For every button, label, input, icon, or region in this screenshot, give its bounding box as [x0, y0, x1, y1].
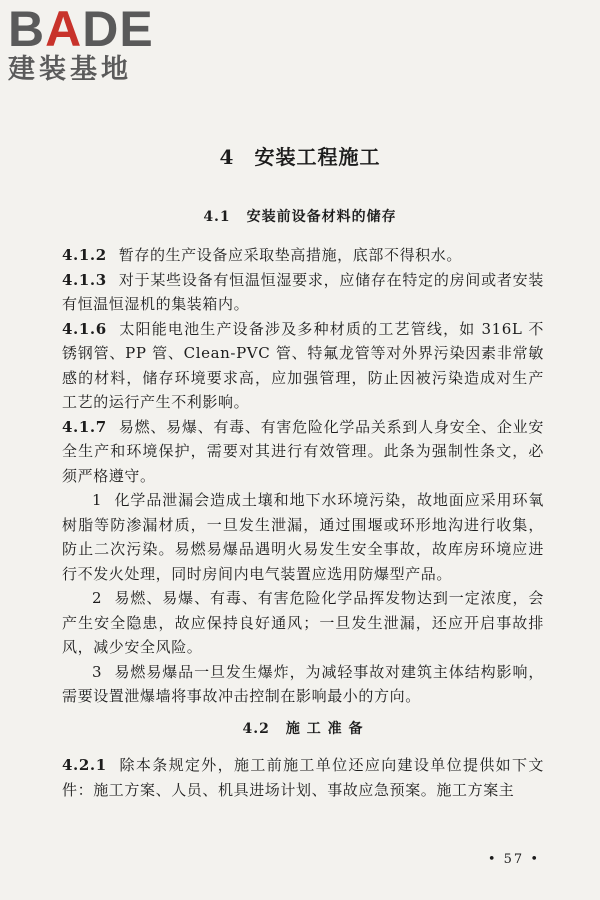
clause-4-1-3: [62, 268, 544, 317]
clause-4-1-2: [62, 243, 544, 268]
clause-number: 4.2.1: [62, 756, 107, 774]
section-number: 4.2: [242, 720, 270, 737]
item-number: 1: [92, 491, 103, 509]
section-number: 4.1: [203, 209, 231, 225]
item-text: 易燃、易爆、有毒、有害危险化学品挥发物达到一定浓度，会产生安全隐患，故应保持良好通风；一旦发生泄漏，还应开启事故排风，减少安全风险。: [62, 589, 544, 656]
item-text: 化学品泄漏会造成土壤和地下水环境污染，故地面应采用环氧树脂等防渗漏材质，一旦发生泄漏，通过围堰或环形地沟进行收集，防止二次污染。易燃易爆品遇明火易发生安全事故，故库房环境应进行不发火处理，同时房间内电气装置应选用防爆型产品。: [62, 491, 544, 583]
clause-text: 易燃、易爆、有毒、有害危险化学品关系到人身安全、企业安全生产和环境保护，需要对其进行有效管理。此条为强制性条文，必须严格遵守。: [62, 417, 544, 485]
logo-subtitle: 建装基地: [8, 54, 132, 85]
section-title: 施 工 准 备: [285, 720, 364, 737]
list-item: [62, 488, 544, 586]
clause-text: 暂存的生产设备应采取垫高措施，底部不得积水。: [118, 246, 462, 264]
section-heading-4-1: [0, 206, 600, 226]
item-number: 3: [92, 662, 103, 681]
item-number: 2: [92, 589, 103, 607]
chapter-title: 安装工程施工: [254, 145, 381, 169]
page-number: • 57 •: [487, 852, 540, 867]
clause-number: 4.1.2: [62, 246, 107, 264]
clause-text: 太阳能电池生产设备涉及多种材质的工艺管线，如 316L 不锈钢管、PP 管、Clean-PVC 管、特氟龙管等对外界污染因素非常敏感的材料，储存环境要求高，应加强管理，防止因被污染造成对生产工艺的运行产生不利影响。: [62, 319, 544, 411]
clause-number: 4.1.3: [62, 270, 107, 289]
clause-4-1-6: [62, 317, 544, 415]
clause-text: 除本条规定外，施工前施工单位还应向建设单位提供如下文件：施工方案、人员、机具进场计划、事故应急预案。施工方案主: [62, 756, 544, 799]
clause-number: 4.1.6: [62, 319, 107, 338]
section-heading-4-2: [62, 717, 544, 742]
brand-logo: [8, 1, 178, 86]
clause-number: 4.1.7: [62, 417, 107, 436]
clause-text: 对于某些设备有恒温恒湿要求，应储存在特定的房间或者安装有恒温恒湿机的集装箱内。: [62, 270, 544, 313]
chapter-heading: [0, 141, 600, 170]
chapter-number: 4: [219, 145, 235, 169]
page-body: [62, 243, 544, 802]
item-text: 易燃易爆品一旦发生爆炸，为减轻事故对建筑主体结构影响，需要设置泄爆墙将事故冲击控制在影响最小的方向。: [62, 662, 544, 705]
list-item: [62, 660, 544, 709]
section-title: 安装前设备材料的储存: [246, 209, 397, 225]
list-item: [62, 586, 544, 660]
logo-wordmark: BADE: [8, 1, 154, 57]
clause-4-1-7: [62, 415, 544, 489]
clause-4-2-1: [62, 753, 544, 802]
